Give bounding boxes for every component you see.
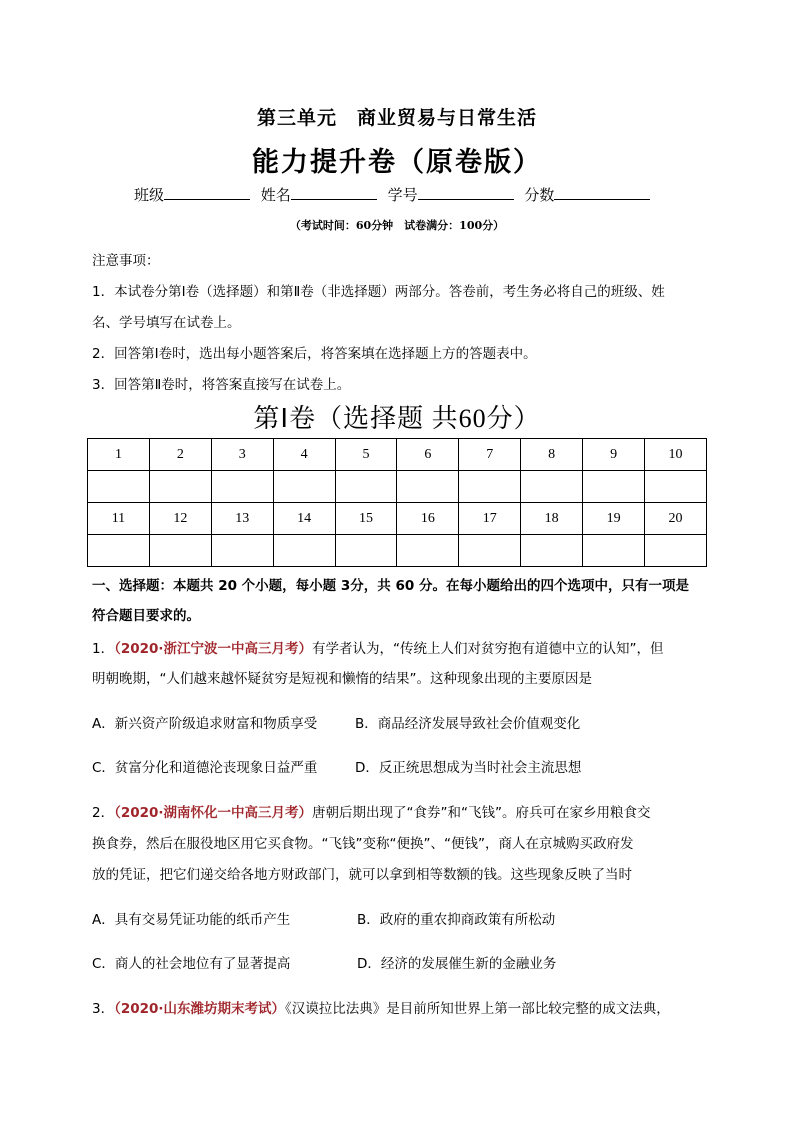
grid-number: 4 xyxy=(273,439,335,471)
grid-number: 2 xyxy=(149,439,211,471)
grid-number: 6 xyxy=(397,439,459,471)
notice-heading: 注意事项： xyxy=(92,253,160,269)
q1-option-a: A．新兴资产阶级追求财富和物质享受 xyxy=(92,716,318,732)
name-label: 姓名 xyxy=(260,186,291,204)
answer-grid-blank-row xyxy=(88,471,707,503)
grid-number: 10 xyxy=(645,439,707,471)
answer-cell[interactable] xyxy=(149,535,211,567)
answer-cell[interactable] xyxy=(583,535,645,567)
notice-item-1-line-2: 名、学号填写在试卷上。 xyxy=(92,315,241,331)
grid-number: 15 xyxy=(335,503,397,535)
answer-cell[interactable] xyxy=(645,535,707,567)
answer-grid-number-row xyxy=(88,439,707,471)
answer-cell[interactable] xyxy=(397,535,459,567)
question-number: 1． xyxy=(92,641,115,657)
notice-item-1-line-1: 1．本试卷分第Ⅰ卷（选择题）和第Ⅱ卷（非选择题）两部分。答卷前，考生务必将自己的班级、姓 xyxy=(92,284,665,300)
q1-option-b: B．商品经济发展导致社会价值观变化 xyxy=(355,716,581,732)
notice-item-3: 3．回答第Ⅱ卷时，将答案直接写在试卷上。 xyxy=(92,377,351,393)
answer-cell[interactable] xyxy=(211,535,273,567)
answer-cell[interactable] xyxy=(335,535,397,567)
q2-option-a: A．具有交易凭证功能的纸币产生 xyxy=(92,912,291,928)
section-instruction-line-1: 一、选择题：本题共 20 个小题，每小题 3分，共 60 分。在每小题给出的四个选项中，只有一项是 xyxy=(92,578,689,594)
question-2-line-1 xyxy=(92,801,651,821)
score-blank[interactable] xyxy=(554,184,650,200)
grid-number: 9 xyxy=(583,439,645,471)
answer-cell[interactable] xyxy=(273,471,335,503)
paper-title: 能力提升卷（原卷版） xyxy=(252,147,542,178)
question-2-line-3: 放的凭证，把它们递交给各地方财政部门，就可以拿到相等数额的钱。这些现象反映了当时 xyxy=(92,867,632,883)
unit-title: 第三单元 商业贸易与日常生活 xyxy=(256,107,537,129)
question-3-line-1 xyxy=(92,997,670,1017)
grid-number: 5 xyxy=(335,439,397,471)
grid-number: 3 xyxy=(211,439,273,471)
id-blank[interactable] xyxy=(418,184,514,200)
question-text: 《汉谟拉比法典》是目前所知世界上第一部比较完整的成文法典， xyxy=(285,1001,670,1017)
answer-cell[interactable] xyxy=(149,471,211,503)
q2-option-d: D．经济的发展催生新的金融业务 xyxy=(357,956,557,972)
q2-option-b: B．政府的重农抑商政策有所松动 xyxy=(357,912,556,928)
grid-number: 20 xyxy=(645,503,707,535)
question-2-line-2: 换食券，然后在服役地区用它买食物。“飞钱”变称“便换”、“便钱”，商人在京城购买政府发 xyxy=(92,836,634,852)
section-1-title: 第Ⅰ卷（选择题 共60分） xyxy=(253,404,541,433)
q2-option-c: C．商人的社会地位有了显著提高 xyxy=(92,956,291,972)
grid-number: 12 xyxy=(149,503,211,535)
answer-cell[interactable] xyxy=(397,471,459,503)
answer-cell[interactable] xyxy=(88,471,150,503)
student-info-fields xyxy=(134,184,656,205)
answer-cell[interactable] xyxy=(273,535,335,567)
answer-cell[interactable] xyxy=(459,535,521,567)
answer-cell[interactable] xyxy=(211,471,273,503)
answer-cell[interactable] xyxy=(459,471,521,503)
answer-cell[interactable] xyxy=(645,471,707,503)
answer-cell[interactable] xyxy=(335,471,397,503)
question-text: 有学者认为，“传统上人们对贫穷抱有道德中立的认知”，但 xyxy=(312,641,664,657)
grid-number: 8 xyxy=(521,439,583,471)
question-1-line-2: 明朝晚期，“人们越来越怀疑贫穷是短视和懒惰的结果”。这种现象出现的主要原因是 xyxy=(92,671,592,687)
score-label: 分数 xyxy=(524,186,555,204)
answer-cell[interactable] xyxy=(88,535,150,567)
grid-number: 17 xyxy=(459,503,521,535)
question-1-line-1 xyxy=(92,637,664,657)
grid-number: 7 xyxy=(459,439,521,471)
answer-grid xyxy=(87,438,707,567)
section-instruction-line-2: 符合题目要求的。 xyxy=(92,608,200,624)
answer-cell[interactable] xyxy=(521,535,583,567)
notice-item-2: 2．回答第Ⅰ卷时，选出每小题答案后，将答案填在选择题上方的答题表中。 xyxy=(92,346,537,362)
exam-info: （考试时间：60分钟 试卷满分：100分） xyxy=(289,219,505,232)
answer-grid-number-row xyxy=(88,503,707,535)
answer-grid-blank-row xyxy=(88,535,707,567)
grid-number: 1 xyxy=(88,439,150,471)
question-source: （2020·浙江宁波一中高三月考） xyxy=(114,641,313,657)
class-label: 班级 xyxy=(134,186,165,204)
q1-option-d: D．反正统思想成为当时社会主流思想 xyxy=(355,760,582,776)
question-source: （2020·湖南怀化一中高三月考） xyxy=(114,805,313,821)
grid-number: 11 xyxy=(88,503,150,535)
answer-cell[interactable] xyxy=(583,471,645,503)
answer-cell[interactable] xyxy=(521,471,583,503)
question-number: 2． xyxy=(92,805,115,821)
grid-number: 13 xyxy=(211,503,273,535)
grid-number: 16 xyxy=(397,503,459,535)
class-blank[interactable] xyxy=(164,184,250,200)
id-label: 学号 xyxy=(387,186,418,204)
question-number: 3． xyxy=(92,1001,115,1017)
grid-number: 14 xyxy=(273,503,335,535)
question-source: （2020·山东潍坊期末考试） xyxy=(114,1001,286,1017)
q1-option-c: C．贫富分化和道德沦丧现象日益严重 xyxy=(92,760,318,776)
name-blank[interactable] xyxy=(291,184,377,200)
question-text: 唐朝后期出现了“食券”和“飞钱”。府兵可在家乡用粮食交 xyxy=(312,805,651,821)
grid-number: 19 xyxy=(583,503,645,535)
grid-number: 18 xyxy=(521,503,583,535)
